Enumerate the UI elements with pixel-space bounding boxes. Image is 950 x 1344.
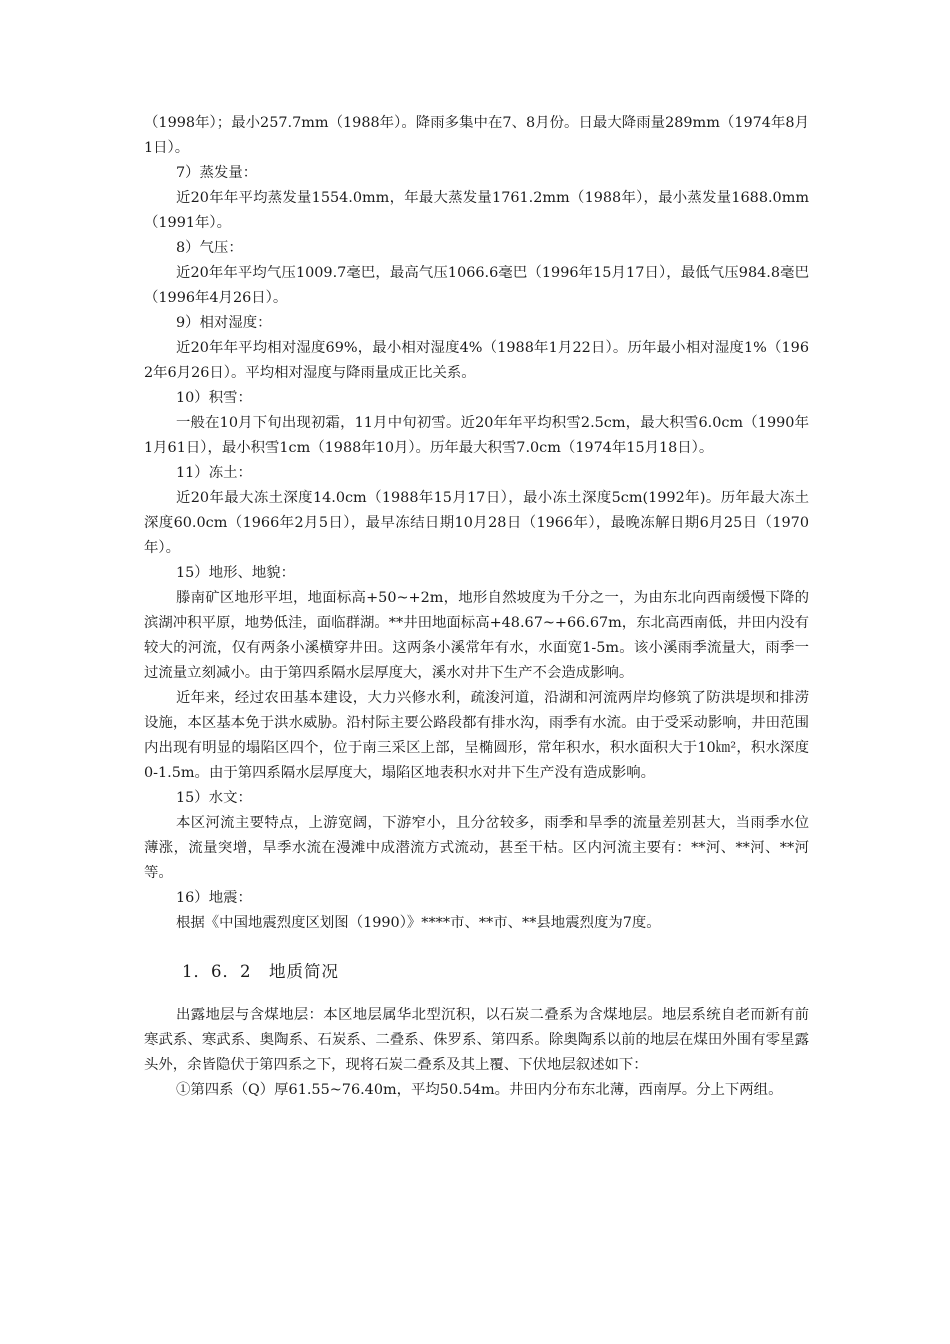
paragraph: 一般在10月下旬出现初霜，11月中旬初雪。近20年年平均积雪2.5cm，最大积雪6.0cm（1990年1月61日），最小积雪1cm（1988年10月）。历年最大积雪7.0cm（1974年15月18日）。: [144, 415, 809, 456]
paragraph: 15）地形、地貌：: [176, 565, 296, 581]
climate-section: [144, 111, 809, 936]
document-body: [144, 111, 809, 1103]
paragraph: 8）气压：: [176, 240, 243, 256]
paragraph: 11）冻土：: [176, 465, 252, 481]
paragraph: 9）相对湿度：: [176, 315, 272, 331]
paragraph: 10）积雪：: [176, 390, 252, 406]
paragraph: 16）地震：: [176, 890, 252, 906]
paragraph: 近20年年平均气压1009.7毫巴，最高气压1066.6毫巴（1996年15月17日），最低气压984.8毫巴（1996年4月26日）。: [144, 265, 809, 306]
paragraph: 15）水文：: [176, 790, 252, 806]
paragraph: ①第四系（Q）厚61.55~76.40m，平均50.54m。井田内分布东北薄，西南厚。分上下两组。: [176, 1082, 783, 1098]
paragraph: 滕南矿区地形平坦，地面标高+50~+2m，地形自然坡度为千分之一，为由东北向西南缓慢下降的滨湖冲积平原，地势低洼，面临群湖。**井田地面标高+48.67~+66.67m，东北高西南低，井田内没有较大的河流，仅有两条小溪横穿井田。这两条小溪常年有水，水面宽1-5m。该小溪雨季流量大，雨季一过流量立刻减小。由于第四系隔水层厚度大，溪水对井下生产不会造成影响。: [144, 590, 809, 681]
paragraph: 近20年年平均相对湿度69%，最小相对湿度4%（1988年1月22日）。历年最小相对湿度1%（1962年6月26日）。平均相对湿度与降雨量成正比关系。: [144, 340, 809, 381]
paragraph: （1998年）；最小257.7mm（1988年）。降雨多集中在7、8月份。日最大降雨量289mm（1974年8月1日）。: [144, 115, 809, 156]
paragraph: 根据《中国地震烈度区划图（1990）》****市、**市、**县地震烈度为7度。: [176, 915, 661, 931]
paragraph: 近20年年平均蒸发量1554.0mm，年最大蒸发量1761.2mm（1988年），最小蒸发量1688.0mm（1991年）。: [144, 190, 809, 231]
paragraph: 近20年最大冻土深度14.0cm（1988年15月17日），最小冻土深度5cm(1992年)。历年最大冻土深度60.0cm（1966年2月5日），最早冻结日期10月28日（1966年），最晚冻解日期6月25日（1970年）。: [144, 490, 809, 556]
paragraph: 7）蒸发量：: [176, 165, 258, 181]
paragraph: 近年来，经过农田基本建设，大力兴修水利，疏浚河道，沿湖和河流两岸均修筑了防洪堤坝和排涝设施，本区基本免于洪水威胁。沿村际主要公路段都有排水沟，雨季有水流。由于受采动影响，井田范围内出现有明显的塌陷区四个，位于南三采区上部，呈椭圆形，常年积水，积水面积大于10㎞²，积水深度0-1.5m。由于第四系隔水层厚度大，塌陷区地表积水对井下生产没有造成影响。: [144, 690, 809, 781]
paragraph: 出露地层与含煤地层：本区地层属华北型沉积，以石炭二叠系为含煤地层。地层系统自老而新有前寒武系、寒武系、奥陶系、石炭系、二叠系、侏罗系、第四系。除奥陶系以前的地层在煤田外围有零星露头外，余皆隐伏于第四系之下，现将石炭二叠系及其上覆、下伏地层叙述如下：: [144, 1007, 809, 1073]
geology-section: [144, 1003, 809, 1103]
section-heading: 1．6．2 地质简况: [182, 962, 339, 981]
paragraph: 本区河流主要特点，上游宽阔，下游窄小，且分岔较多，雨季和旱季的流量差别甚大，当雨季水位薄涨，流量突增，旱季水流在漫滩中成潜流方式流动，甚至干枯。区内河流主要有：**河、**河、**河等。: [144, 815, 809, 881]
